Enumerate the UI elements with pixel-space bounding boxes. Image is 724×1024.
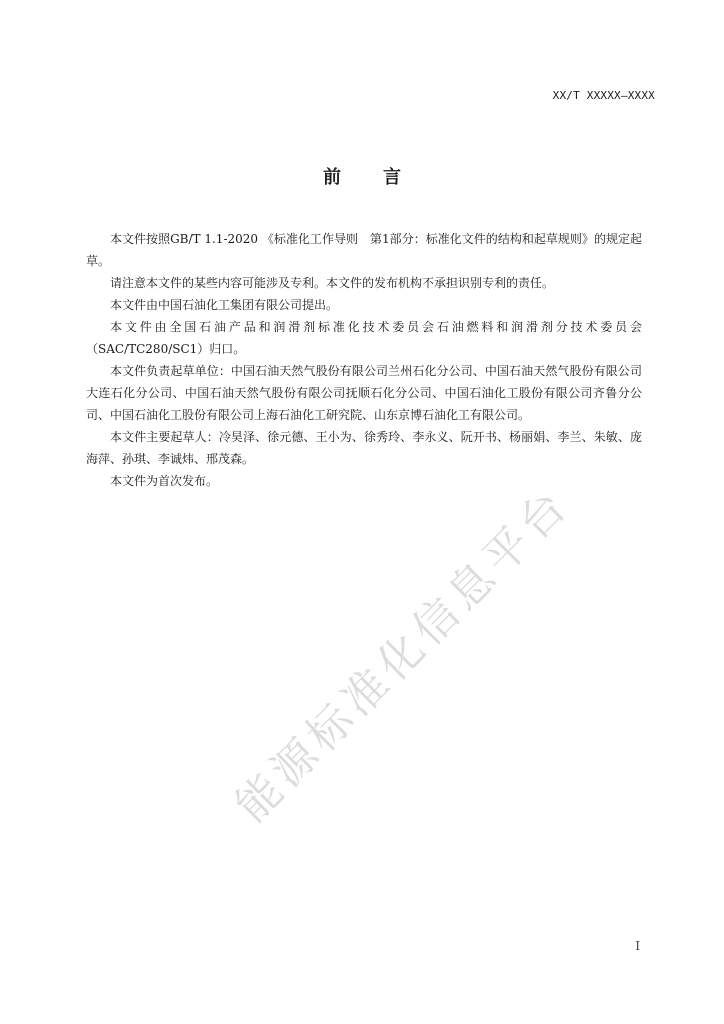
page-title [0,163,724,189]
paragraph-committee: 本文件由全国石油产品和润滑剂标准化技术委员会石油燃料和润滑剂分技术委员会（SAC/TC280/SC1）归口。 [86,320,642,356]
paragraph-first-release: 本文件为首次发布。 [110,474,219,488]
page-number: I [635,939,640,953]
watermark: 能源标准化信息平台 [226,478,581,833]
foreword-body [86,228,642,492]
paragraph-drafting-rules: 本文件按照GB/T 1.1-2020 《标准化工作导则 第1部分：标准化文件的结构和起草规则》的规定起草。 [86,232,642,268]
title-char-2: 言 [383,167,401,188]
paragraph-proposer: 本文件由中国石油化工集团有限公司提出。 [110,298,339,312]
paragraph-drafters: 本文件主要起草人：冷昊泽、徐元德、王小为、徐秀玲、李永义、阮开书、杨丽娟、李兰、朱敏、庞海萍、孙琪、李诚炜、邢茂森。 [86,430,642,466]
title-char-1: 前 [323,167,341,188]
document-code: XX/T XXXXX—XXXX [552,89,655,102]
paragraph-patent-notice: 请注意本文件的某些内容可能涉及专利。本文件的发布机构不承担识别专利的责任。 [110,276,555,290]
paragraph-drafting-units: 本文件负责起草单位：中国石油天然气股份有限公司兰州石化分公司、中国石油天然气股份有限公司大连石化分公司、中国石油天然气股份有限公司抚顺石化分公司、中国石油化工股份有限公司齐鲁分公司、中国石油化工股份有限公司上海石油化工研究院、山东京博石油化工有限公司。 [86,364,642,422]
